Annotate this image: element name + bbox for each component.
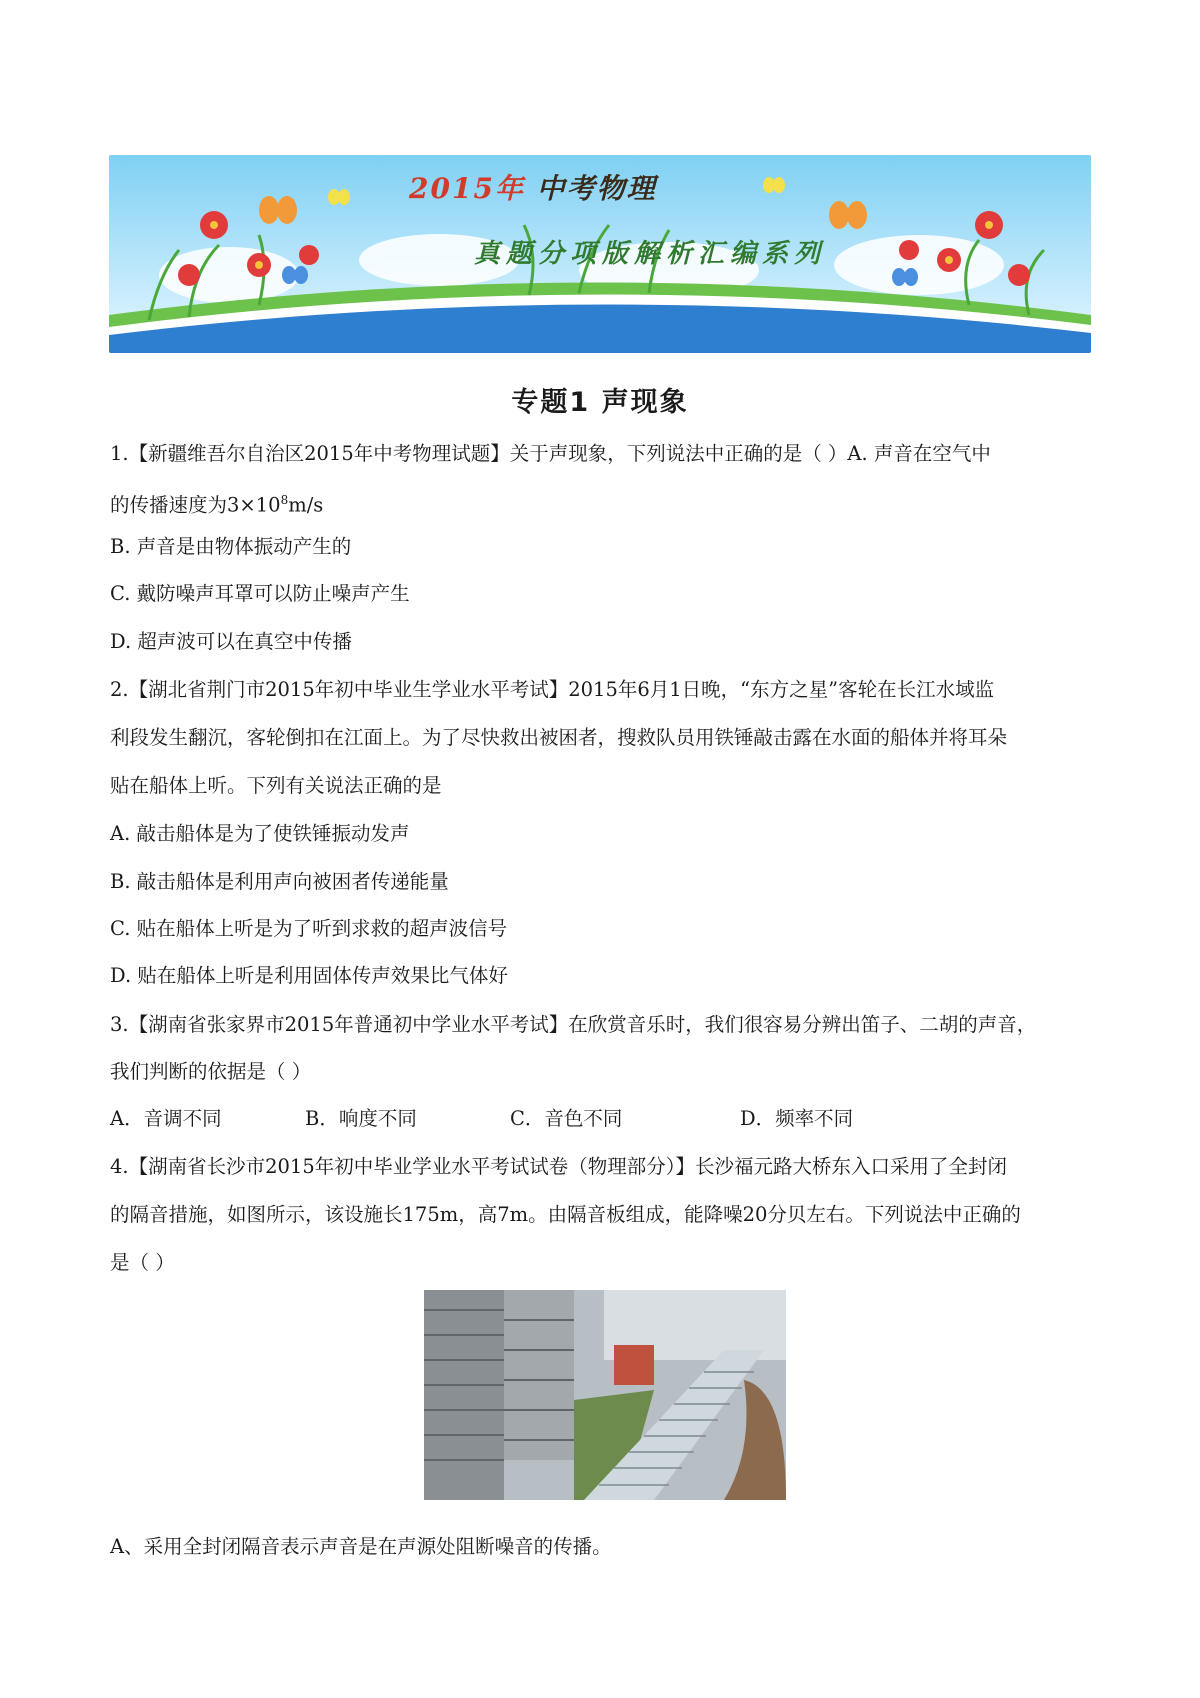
q3-stem-line-2: 我们判断的依据是（ ） <box>110 1060 312 1083</box>
q2-option-a: A. 敲击船体是为了使铁锤振动发声 <box>110 822 410 845</box>
q1-stem-line-2: 的传播速度为$3\times 10^8m/s$ <box>110 493 324 517</box>
q3-option-c: C．音色不同 <box>510 1107 623 1130</box>
q1-option-d: D. 超声波可以在真空中传播 <box>110 630 352 653</box>
banner-subtitle: 真题分项版解析汇编系列 <box>474 239 827 269</box>
bridge-noise-barrier-photo <box>424 1290 786 1500</box>
document-title: 专题1 声现象 <box>511 387 689 418</box>
q3-stem-line-1: 3.【湖南省张家界市2015年普通初中学业水平考试】在欣赏音乐时，我们很容易分辨出笛子、二胡的声音， <box>110 1013 1037 1036</box>
q2-option-d: D. 贴在船体上听是利用固体传声效果比气体好 <box>110 964 508 987</box>
banner-title: 2015年 中考物理 <box>409 172 657 205</box>
q4-stem-line-3: 是（ ） <box>110 1251 175 1274</box>
q1-stem-line-1: 1.【新疆维吾尔自治区2015年中考物理试题】关于声现象，下列说法中正确的是（ ）A. 声音在空气中 <box>110 442 991 465</box>
q2-stem-line-1: 2.【湖北省荆门市2015年初中毕业生学业水平考试】2015年6月1日晚，“东方之星”客轮在长江水域监 <box>110 678 995 701</box>
q1-option-b: B. 声音是由物体振动产生的 <box>110 535 352 558</box>
q2-stem-line-2: 利段发生翻沉，客轮倒扣在江面上。为了尽快救出被困者，搜救队员用铁锤敲击露在水面的船体并将耳朵 <box>110 726 1008 749</box>
q2-option-b: B. 敲击船体是利用声向被困者传递能量 <box>110 870 449 893</box>
q3-option-a: A．音调不同 <box>110 1107 222 1130</box>
q3-option-d: D．频率不同 <box>740 1107 854 1130</box>
q2-option-c: C. 贴在船体上听是为了听到求救的超声波信号 <box>110 917 508 940</box>
q2-stem-line-3: 贴在船体上听。下列有关说法正确的是 <box>110 774 442 797</box>
q4-option-a: A、采用全封闭隔音表示声音是在声源处阻断噪音的传播。 <box>110 1535 612 1558</box>
q3-option-b: B．响度不同 <box>305 1107 417 1130</box>
q1-option-c: C. 戴防噪声耳罩可以防止噪声产生 <box>110 582 410 605</box>
q4-stem-line-1: 4.【湖南省长沙市2015年初中毕业学业水平考试试卷（物理部分）】长沙福元路大桥东入口采用了全封闭 <box>110 1155 1007 1178</box>
header-banner <box>109 155 1091 353</box>
q4-stem-line-2: 的隔音措施，如图所示，该设施长175m，高7m。由隔音板组成，能降噪20分贝左右。下列说法中正确的 <box>110 1203 1021 1226</box>
q3-options-row <box>110 1107 1110 1131</box>
